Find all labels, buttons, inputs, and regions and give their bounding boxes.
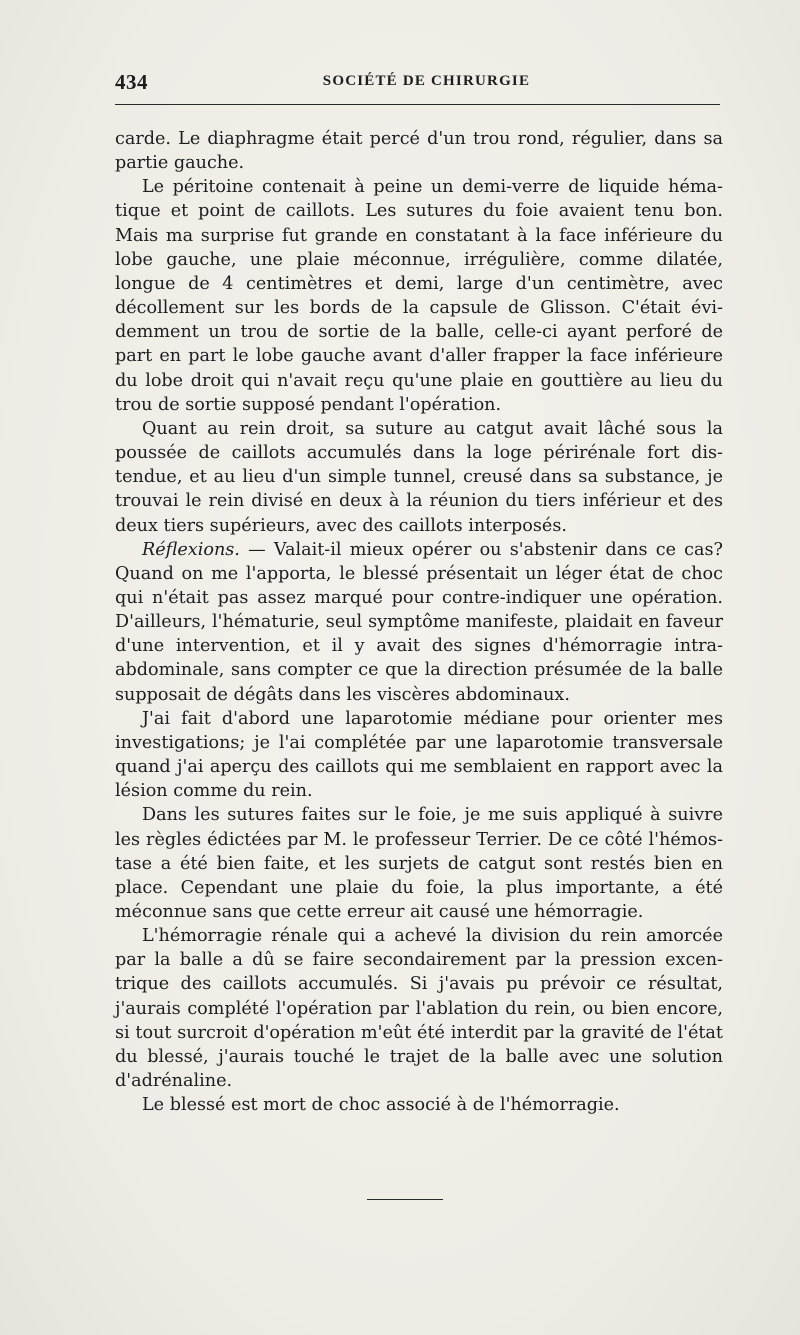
header-rule (115, 104, 720, 105)
paragraph-continuation: carde. Le diaphragme était percé d'un trou rond, régulier, dans sa partie gauche. (115, 129, 723, 174)
paragraph-hemorragie-renale: L'hémorragie rénale qui a achevé la division du rein amorcée par la balle a dû se faire secondairement par la pression excentrique des caillots accumulés. Si j'avais pu prévoir ce résultat, j'aurais complété l'opération par l'ablation du rein, ou bien encore, si tout surcroit d'opération m'eût été interdit par la gravité de l'état du blessé, j'aurais touché le trajet de la balle avec une solution d'adrénaline. (115, 926, 723, 1092)
paragraph-rein-droit: Quant au rein droit, sa suture au catgut avait lâché sous la poussée de caillots accumulés dans la loge périrénale fort distendue, et au lieu d'un simple tunnel, creusé dans sa substance, je trouvai le rein divisé en deux à la réunion du tiers inférieur et des deux tiers supérieurs, avec des caillots interposés. (115, 418, 723, 536)
end-rule (367, 1199, 443, 1200)
page-header (115, 70, 720, 98)
paragraph-peritoine: Le péritoine contenait à peine un demi-verre de liquide hématique et point de caillots. Les sutures du foie avaient tenu bon. Mais ma surprise fut grande en constatant à la face inférieure du lobe gauche, une plaie méconnue, irrégulière, comme dilatée, longue de 4 centimètres et demi, large d'un centimètre, avec décollement sur les bords de la capsule de Glisson. C'était évidemment un trou de sortie de la balle, celle-ci ayant perforé de part en part le lobe gauche avant d'aller frapper la face inférieure du lobe droit qui n'avait reçu qu'une plaie en gouttière au lieu du trou de sortie supposé pendant l'opération. (115, 177, 723, 415)
reflexions-lead: Valait-il mieux opérer ou s'abstenir dans ce cas? (273, 539, 723, 560)
page-number: 434 (115, 70, 148, 94)
running-title: SOCIÉTÉ DE CHIRURGIE (322, 73, 531, 89)
body-text (115, 127, 723, 1117)
paragraph-laparotomie: J'ai fait d'abord une laparotomie médiane pour orienter mes investigations; je l'ai complétée par une laparotomie transversale quand j'ai aperçu des caillots qui me semblaient en rapport avec la lésion comme du rein. (115, 708, 723, 802)
paragraph-sutures: Dans les sutures faites sur le foie, je me suis appliqué à suivre les règles édictées par M. le professeur Terrier. De ce côté l'hémostase a été bien faite, et les surjets de catgut sont restés bien en place. Cependant une plaie du foie, la plus importante, a été méconnue sans que cette erreur ait causé une hémorragie. (115, 805, 723, 922)
reflexions-dash: — (239, 539, 274, 560)
reflexions-label: Réflexions. (142, 539, 240, 560)
paragraph-conclusion: Le blessé est mort de choc associé à de l'hémorragie. (142, 1095, 620, 1116)
paragraph-reflexions (115, 538, 723, 707)
reflexions-body: Quand on me l'apporta, le blessé présentait un léger état de choc qui n'était pas assez marqué pour contre-indiquer une opération. D'ailleurs, l'hématurie, seul symptôme manifeste, plaidait en faveur d'une intervention, et il y avait des signes d'hémorragie intra-abdominale, sans compter ce que la direction présumée de la balle supposait de dégâts dans les viscères abdominaux. (115, 563, 723, 705)
